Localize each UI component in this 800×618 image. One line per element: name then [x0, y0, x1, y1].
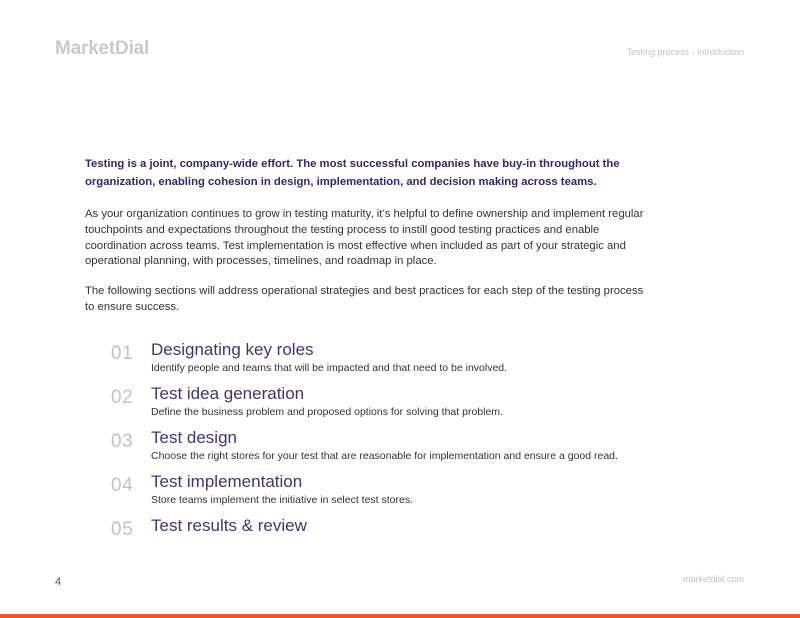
process-step — [111, 516, 711, 560]
process-step — [111, 428, 711, 472]
process-step — [111, 340, 711, 384]
page-number: 4 — [55, 576, 62, 588]
step-number: 04 — [111, 475, 134, 496]
step-title: Test implementation — [151, 472, 303, 491]
step-number: 05 — [111, 519, 134, 540]
process-step — [111, 472, 711, 516]
step-title: Designating key roles — [151, 340, 314, 359]
process-step — [111, 384, 711, 428]
body-paragraph-1: As your organization continues to grow in testing maturity, it’s helpful to define ownership and implement regular touchpoints and expectations throughout the testing process to instill good testing practices and enable coordination across teams. Test implementation is most effective when included as part of your strategic and operational planning, with processes, timelines, and roadmap in place. — [85, 208, 644, 268]
step-title: Test design — [151, 428, 237, 447]
process-steps-list — [111, 340, 711, 560]
step-title: Test idea generation — [151, 384, 305, 403]
intro-section — [85, 155, 655, 316]
step-description: Store teams implement the initiative in select test stores. — [151, 494, 414, 506]
section-header: Testing process - Introduction — [626, 47, 744, 57]
step-description: Choose the right stores for your test that are reasonable for implementation and ensure a good read. — [151, 450, 618, 462]
step-number: 02 — [111, 387, 134, 408]
body-paragraph-2: The following sections will address operational strategies and best practices for each step of the testing process to ensure success. — [85, 285, 644, 313]
step-description: Identify people and teams that will be impacted and that need to be involved. — [151, 362, 508, 374]
step-description: Define the business problem and proposed options for solving that problem. — [151, 406, 503, 418]
step-number: 01 — [111, 343, 134, 364]
lead-paragraph: Testing is a joint, company-wide effort. The most successful companies have buy-in throughout the organization, enabling cohesion in design, implementation, and decision making across teams. — [85, 158, 620, 188]
step-number: 03 — [111, 431, 134, 452]
accent-bar — [0, 614, 800, 618]
footer-website: marketdial.com — [682, 574, 744, 584]
step-title: Test results & review — [151, 516, 307, 535]
marketdial-logo: MarketDial — [55, 38, 150, 59]
